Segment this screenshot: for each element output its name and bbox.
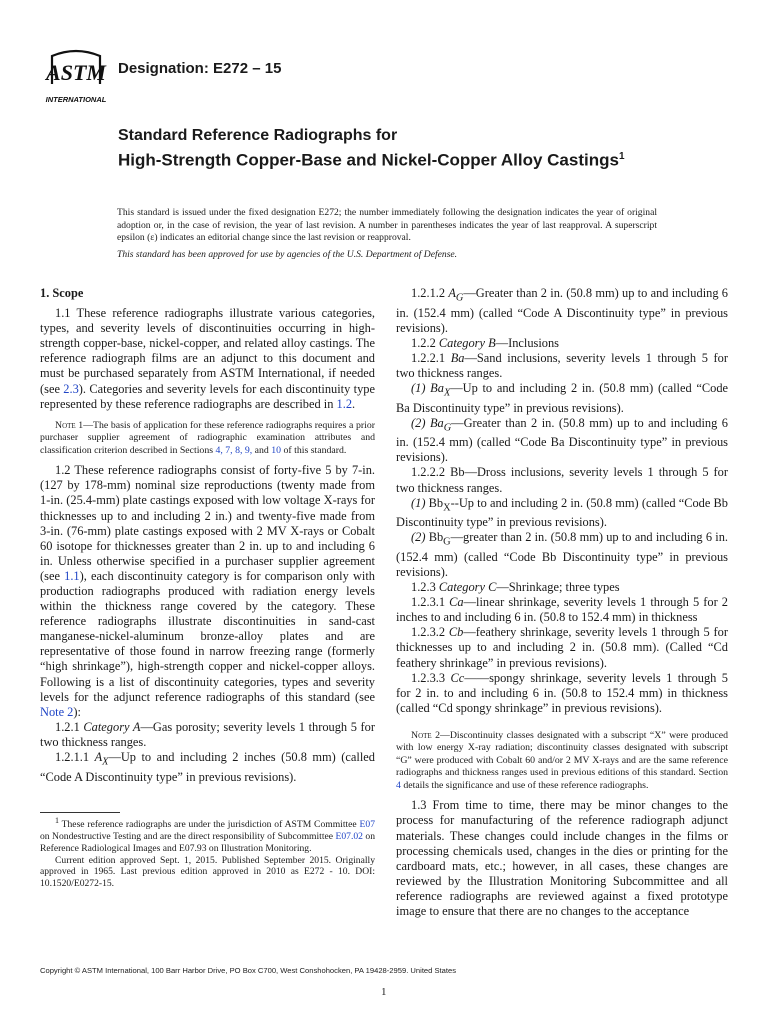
- list-item-ba-x: (1) $Ba_X—Up$ to and including 2 in. (50.8 mm) (called “Code Ba Discontinuity type” in previous revisions).: [396, 381, 729, 415]
- paragraph-1-2-3: 1.2.3 Category C—Shrinkage; three types: [411, 580, 620, 595]
- paragraph-1-3: 1.3 From time to time, there may be minor changes to the process for manufacturing of the reference radiograph adjunct materials. These changes could include changes in the films or processing chemicals used, changes in the dies or printing for the cardboard mats, etc.; however, in all cases, these changes are reviewed by the Illustration Monitoring Subcommittee and all reference radiographs are reviewed against a fixed prototype image to ensure that there are no changes to the acceptance: [396, 798, 728, 919]
- footnotes: [40, 815, 375, 890]
- link-1-1[interactable]: 1.1: [64, 568, 80, 583]
- paragraph-1-2-1-2: 1.2.1.2 $A_G—Greater$ than 2 in. (50.8 mm) up to and including 6 in. (152.4 mm) (called “Code A Discontinuity type” in previous revisions).: [396, 286, 728, 335]
- designation-label: Designation: E272: [118, 60, 249, 77]
- link-1-2[interactable]: 1.2: [336, 396, 353, 411]
- list-item-bb-x: (1) $Bb_X--Up$ to and including 2 in. (50.8 mm) (called “Code Bb Discontinuity type” in previous revisions).: [396, 495, 728, 530]
- astm-logo: [42, 44, 110, 106]
- paragraph-1-2: 1.2 These reference radiographs consist of forty-five 5 by 7-in. (127 by 178-mm) nominal size reproductions (twenty made from 1-in. (25.4-mm) plate castings exposed with low voltage X-rays for thicknesses up to and including 2 in.) and twenty-five made from 3-in. (76-mm) plate castings exposed with 2 MV X-rays or Cobalt 60 isotope for thicknesses greater than 2 in. up to and including 6 in. Unless otherwise specified in a purchaser supplier agreement (see 1.1), each discontinuity category is for comparison only with production radiographs produced with radiation energy levels within the thickness range covered by the category. These reference radiographs illustrate discontinuities in sand-cast manganese-nickel-aluminum bronze-alloy plates and are representative of those found in narrow freezing range (formerly “high shrinkage”), high-strength copper and nickel-copper alloys. Following is a list of discontinuity categories, types and severity levels for the adjunct reference radiographs of this standard (see Note 2):: [40, 463, 375, 719]
- link-section-10[interactable]: 10: [271, 444, 282, 456]
- paragraph-1-2-3-2: 1.2.3.2 Cb—feathery shrinkage, severity levels 1 through 5 for thicknesses up to and including 2 in. (50.8 mm). (Called “Cd feathery shrinkage” in previous revisions).: [396, 625, 729, 670]
- copyright-text: Copyright © ASTM International, 100 Barr Harbor Drive, PO Box C700, West Conshohocken, PA 19428-2959. United States: [40, 966, 457, 975]
- link-e07[interactable]: E07: [359, 819, 375, 831]
- logo-subtext: INTERNATIONAL: [45, 95, 107, 104]
- paragraph-1-1: 1.1 These reference radiographs illustrate various categories, types, and severity levels of discontinuities occurring in high-strength copper-base, nickel-copper, and related alloy castings. The reference radiograph films are an adjunct to this document and must be purchased separately from ASTM International, if needed (see 2.3). Categories and severity levels for each discontinuity type represented by these reference radiographs are described in 1.2.: [40, 306, 375, 411]
- link-section-4[interactable]: 4: [396, 779, 401, 791]
- section-title-scope: 1. Scope: [40, 286, 84, 300]
- title-line-1: Standard Reference Radiographs for: [118, 127, 398, 144]
- paragraph-1-2-2-1: 1.2.2.1 Ba—Sand inclusions, severity levels 1 through 5 for two thickness ranges.: [396, 350, 728, 380]
- link-e07-02[interactable]: E07.02: [335, 830, 363, 842]
- intro-text: This standard is issued under the fixed designation E272; the number immediately following the designation indicates the year of original adoption or, in the case of revision, the year of last revision. A number in parentheses indicates the year of last reapproval. A superscript epsilon (ε) indicates an editorial change since the last revision or reapproval.: [117, 207, 657, 243]
- note-2: Note 2—Discontinuity classes designated with a subscript “X” were produced with low energy X-ray radiation; discontinuity classes designated with subscript “G” were produced with Cobalt 60 and/or 2 MV X-rays and are the same reference radiographs and thickness ranges used in previous editions of this standard. Section 4 details the significance and use of these reference radiographs.: [396, 729, 729, 791]
- logo-text: ASTM: [46, 60, 106, 85]
- link-sections[interactable]: 4, 7, 8, 9,: [215, 444, 253, 456]
- right-column: [396, 286, 728, 919]
- list-item-ba-g: (2) $Ba_G—Greater$ than 2 in. (50.8 mm) up to and including 6 in. (152.4 mm) (called “Code Ba Discontinuity type” in previous revisions).: [396, 415, 728, 465]
- page-number: 1: [381, 986, 387, 998]
- astm-logo-icon: [42, 44, 110, 106]
- footnote-1: $^1$ These reference radiographs are under the jurisdiction of ASTM Committee E07 on Nondestructive Testing and are the direct responsibility of Subcommittee E07.02 on Reference Radiological Images and E07.93 on Illustration Monitoring.: [40, 816, 376, 854]
- paragraph-1-2-3-1: 1.2.3.1 Ca—linear shrinkage, severity levels 1 through 5 for 2 inches to and including 6 in. (50.8 to 152.4 mm) in thickness: [396, 595, 728, 625]
- left-column: [40, 286, 375, 785]
- title-main: High-Strength Copper-Base and Nickel-Copper Alloy Castings: [118, 150, 619, 170]
- footnote-divider: [40, 812, 120, 813]
- title-line-2: [118, 146, 678, 171]
- paragraph-1-2-1-1: 1.2.1.1 $A_X—Up$ to and including 2 inches (50.8 mm) (called “Code A Discontinuity type” in previous revisions).: [40, 750, 375, 784]
- paragraph-1-2-2-2: 1.2.2.2 Bb—Dross inclusions, severity levels 1 through 5 for two thickness ranges.: [396, 465, 728, 495]
- list-item-bb-g: (2) $Bb_G—greater$ than 2 in. (50.8 mm) up to and including 6 in. (152.4 mm) (called “Code Bb Discontinuity type” in previous revisions).: [396, 530, 729, 579]
- paragraph-1-2-2: 1.2.2 Category B—Inclusions: [411, 335, 559, 350]
- designation: [118, 60, 281, 77]
- link-2-3[interactable]: 2.3: [63, 381, 79, 396]
- note-1: Note 1—The basis of application for these reference radiographs requires a prior purchaser supplier agreement of radiographic examination attributes and classification criterion described in Sections 4, 7, 8, 9, and 10 of this standard.: [40, 419, 375, 456]
- title-footnote-mark: 1: [618, 151, 625, 162]
- footnote-approval: Current edition approved Sept. 1, 2015. Published September 2015. Originally approved in 1965. Last previous edition approved in 2010 as E272 - 10. DOI: 10.1520/E0272-15.: [40, 854, 375, 890]
- paragraph-1-2-3-3: 1.2.3.3 Cc——spongy shrinkage, severity levels 1 through 5 for 2 in. to and including 6 in. (50.8 to 152.4 mm) in thickness (called “Cd spongy shrinkage” in previous revisions).: [396, 670, 729, 715]
- approval-text: This standard has been approved for use by agencies of the U.S. Department of Defense.: [117, 249, 458, 260]
- paragraph-1-2-1: 1.2.1 Category A—Gas porosity; severity levels 1 through 5 for two thickness ranges.: [40, 719, 375, 749]
- designation-year: – 15: [248, 60, 282, 77]
- link-note-2[interactable]: Note 2: [40, 704, 74, 719]
